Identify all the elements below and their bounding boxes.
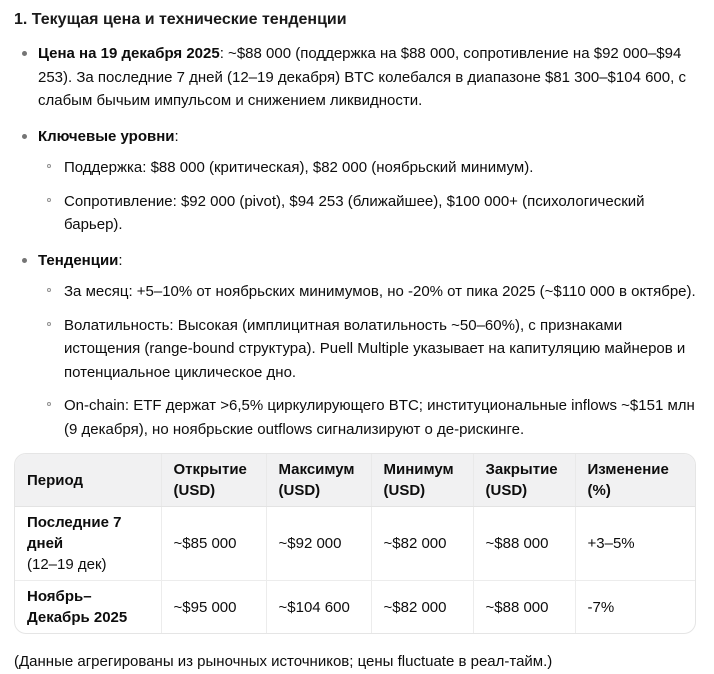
list-item-text: : bbox=[174, 127, 179, 145]
column-header-period: Период bbox=[15, 454, 161, 507]
sub-list-item-text: Сопротивление: $92 000 (pivot), $94 253 (ближайшее), $100 000+ (психологический барьер). bbox=[64, 192, 645, 233]
list-item-trends bbox=[14, 249, 698, 442]
cell-change: +3–5% bbox=[575, 507, 695, 581]
cell-high: ~$92 000 bbox=[266, 507, 371, 581]
list-item-text: : bbox=[118, 251, 123, 269]
cell-open: ~$85 000 bbox=[161, 507, 266, 581]
sub-list-item-text: On-chain: ETF держат >6,5% циркулирующего BTC; институциональные inflows ~$151 млн (9 декабря), но ноябрьские outflows сигнализируют о де-рискинге. bbox=[64, 397, 695, 438]
cell-change: -7% bbox=[587, 598, 615, 616]
column-header-high: Максимум (USD) bbox=[266, 454, 371, 507]
sub-list-item-volatility bbox=[38, 314, 698, 385]
sub-list-item-text: За месяц: +5–10% от ноябрьских минимумов, но -20% от пика 2025 (~$110 000 в октябре). bbox=[64, 283, 696, 300]
list-item-bold-lead: Тенденции bbox=[38, 251, 119, 269]
sub-list-item-text: Поддержка: $88 000 (критическая), $82 000 (ноябрьский минимум). bbox=[64, 159, 534, 176]
sub-list bbox=[38, 280, 698, 441]
price-table-header bbox=[15, 454, 695, 507]
cell-period bbox=[15, 581, 161, 634]
price-table-container bbox=[14, 453, 696, 634]
sub-list-item-monthly bbox=[38, 280, 698, 304]
list-item-bold-lead: Цена на 19 декабря 2025 bbox=[38, 45, 220, 62]
bullet-icon bbox=[22, 51, 27, 56]
cell-period bbox=[15, 507, 161, 581]
cell-close: ~$88 000 bbox=[473, 581, 575, 634]
section-heading: 1. Текущая цена и технические тенденции bbox=[14, 11, 347, 28]
top-level-list bbox=[14, 42, 698, 441]
price-table bbox=[15, 454, 695, 633]
list-item-bold-lead: Ключевые уровни bbox=[38, 127, 175, 145]
cell-period-title: Ноябрь–Декабрь 2025 bbox=[27, 588, 128, 626]
list-item-text: : ~$88 000 (поддержка на $88 000, сопротивление на $92 000–$94 253). За последние 7 дней (12–19 декабря) BTC колебался в диапазоне $81 300–$104 600, с слабым бычьим импульсом и снижением ликвидности. bbox=[38, 45, 686, 109]
sub-list-item-onchain bbox=[38, 394, 698, 441]
cell-close: ~$88 000 bbox=[473, 507, 575, 581]
circle-bullet-icon bbox=[47, 198, 51, 202]
cell-high: ~$104 600 bbox=[266, 581, 371, 634]
cell-open: ~$95 000 bbox=[161, 581, 266, 634]
sub-list-item-support bbox=[38, 156, 698, 180]
bullet-icon bbox=[22, 134, 27, 139]
price-table-body bbox=[15, 507, 695, 634]
column-header-close: Закрытие (USD) bbox=[473, 454, 575, 507]
table-header-row bbox=[15, 454, 695, 507]
table-row bbox=[15, 507, 695, 581]
footnote: (Данные агрегированы из рыночных источников; цены fluctuate в реал-тайм.) bbox=[14, 653, 553, 670]
cell-period-title: Последние 7 дней bbox=[27, 514, 122, 552]
cell-period-note: (12–19 дек) bbox=[27, 556, 107, 573]
list-item-price bbox=[14, 42, 698, 113]
bullet-icon bbox=[22, 258, 27, 263]
sub-list-item-text: Волатильность: Высокая (имплицитная волатильность ~50–60%), с признаками истощения (range-bound структура). Puell Multiple указывает на капитуляцию майнеров и потенциальное циклическое дно. bbox=[64, 316, 686, 381]
column-header-low: Минимум (USD) bbox=[371, 454, 473, 507]
circle-bullet-icon bbox=[47, 322, 51, 326]
sub-list bbox=[38, 156, 698, 237]
column-header-open: Открытие (USD) bbox=[161, 454, 266, 507]
table-row bbox=[15, 581, 695, 634]
circle-bullet-icon bbox=[47, 402, 51, 406]
cell-low: ~$82 000 bbox=[371, 581, 473, 634]
circle-bullet-icon bbox=[47, 164, 51, 168]
circle-bullet-icon bbox=[47, 288, 51, 292]
list-item-key-levels bbox=[14, 125, 698, 237]
sub-list-item-resistance bbox=[38, 190, 698, 237]
cell-low: ~$82 000 bbox=[371, 507, 473, 581]
column-header-change: Изменение (%) bbox=[575, 454, 695, 507]
